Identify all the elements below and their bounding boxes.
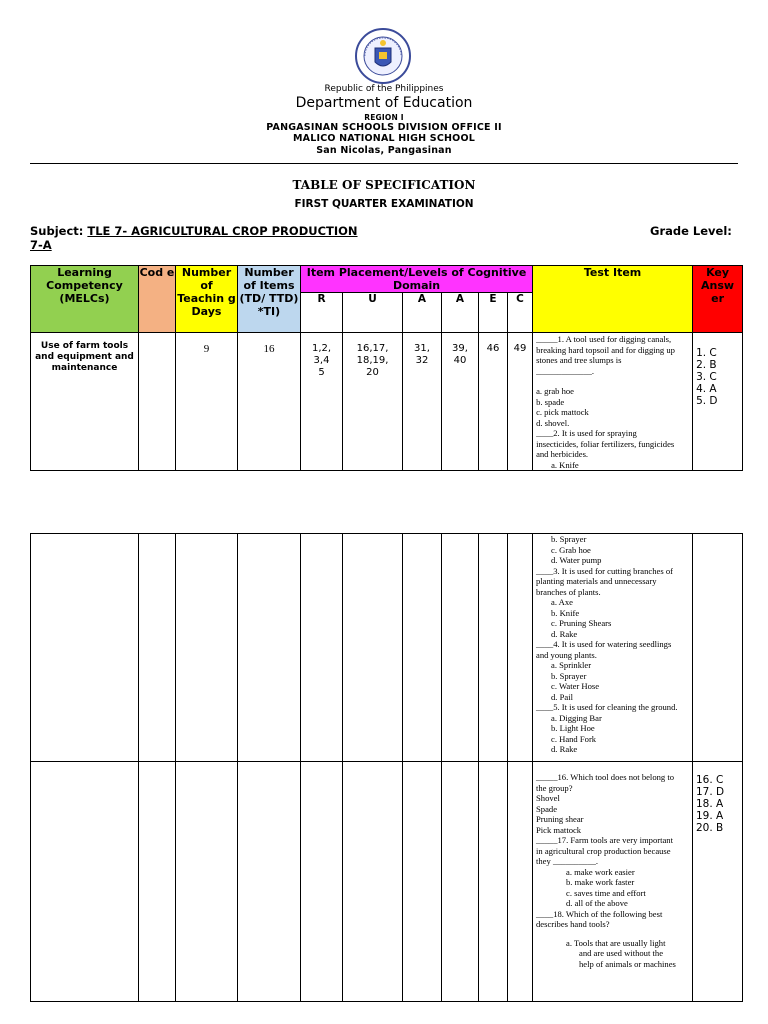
test-item-line: a. Sprinkler xyxy=(551,660,592,670)
level-a1: A xyxy=(403,293,442,333)
header-divider xyxy=(30,163,738,164)
header-number-of-items: Number of Items (TD/ TTD) *TI) xyxy=(238,266,301,333)
answers-cell xyxy=(693,762,743,1002)
test-item-line: c. saves time and effort xyxy=(566,887,646,898)
a1-line: 31, xyxy=(414,343,430,354)
test-item-line: they __________. xyxy=(536,856,599,866)
empty-cell xyxy=(31,534,139,762)
test-item-line: c. pick mattock xyxy=(536,407,589,417)
answer-line: 2. B xyxy=(696,359,717,371)
specification-table-continued xyxy=(30,533,743,1002)
test-item-line: stones and tree slumps is xyxy=(536,355,622,365)
a1-items-cell xyxy=(403,333,442,471)
days-cell: 9 xyxy=(176,333,238,471)
answer-line: 5. D xyxy=(696,395,718,407)
empty-cell xyxy=(238,534,301,762)
test-item-line: b. Knife xyxy=(551,607,580,618)
empty-cell xyxy=(442,534,479,762)
test-item-line: b. Sprayer xyxy=(551,534,587,544)
test-item-line: and herbicides. xyxy=(536,449,589,459)
test-item-line: ____2. It is used for spraying xyxy=(536,428,637,438)
answer-line: 1. C xyxy=(696,347,717,359)
test-item-line: ____18. Which of the following best xyxy=(536,908,663,919)
test-item-line: and are used without the xyxy=(579,948,664,958)
empty-cell xyxy=(301,534,343,762)
test-items-cell xyxy=(533,762,693,1002)
test-item-line: Pruning shear xyxy=(536,814,584,824)
test-item-line: c. Pruning Shears xyxy=(551,618,612,628)
empty-cell xyxy=(479,534,508,762)
test-item-line: b. Light Hoe xyxy=(551,723,595,733)
empty-cell xyxy=(343,534,403,762)
empty-cell xyxy=(693,534,743,762)
test-item-line: b. spade xyxy=(536,396,565,407)
answer-line: 17. D xyxy=(696,786,725,798)
test-item-line: breaking hard topsoil and for digging up xyxy=(536,344,675,355)
subject-label: Subject: xyxy=(30,224,84,238)
test-item-line xyxy=(536,930,690,938)
a2-line: 40 xyxy=(453,355,467,366)
header-item-placement: Item Placement/Levels of Cognitive Domain xyxy=(301,266,533,293)
u-items-cell xyxy=(343,333,403,471)
empty-cell xyxy=(238,762,301,1002)
test-item-line: planting materials and unnecessary xyxy=(536,576,657,586)
a2-line: 39, xyxy=(452,343,468,354)
test-item-line: help of animals or machines xyxy=(579,958,676,969)
empty-cell xyxy=(403,534,442,762)
empty-cell xyxy=(139,762,176,1002)
republic-text: Republic of the Philippines xyxy=(324,84,444,94)
test-item-line: d. all of the above xyxy=(566,898,628,908)
answer-line: 3. C xyxy=(696,371,717,383)
u-line: 18,19, xyxy=(356,355,389,366)
r-line: 3,4 xyxy=(313,355,330,366)
code-cell xyxy=(139,333,176,471)
test-item-line: a. Axe xyxy=(551,597,573,607)
grade-level-value: 7-A xyxy=(30,238,52,252)
test-item-line: branches of plants. xyxy=(536,586,601,597)
test-item-line: c. Water Hose xyxy=(551,681,600,691)
division-text: PANGASINAN SCHOOLS DIVISION OFFICE II xyxy=(266,122,502,133)
test-item-line: in agricultural crop production because xyxy=(536,845,671,856)
test-item-line: Pick mattock xyxy=(536,824,582,835)
level-e: E xyxy=(479,293,508,333)
test-item-line: _____1. A tool used for digging canals, xyxy=(536,334,672,344)
test-items-cell xyxy=(533,333,693,471)
test-item-line: _____17. Farm tools are very important xyxy=(536,835,673,845)
test-item-line: Spade xyxy=(536,803,558,814)
deped-seal-logo xyxy=(355,28,411,84)
header-learning-competency: Learning Competency (MELCs) xyxy=(31,266,139,333)
test-item-line: d. Pail xyxy=(551,691,573,702)
test-item-line: ____3. It is used for cutting branches of xyxy=(536,565,673,576)
school-location: San Nicolas, Pangasinan xyxy=(316,145,452,156)
answer-line: 16. C xyxy=(696,774,724,786)
subject-value: TLE 7- AGRICULTURAL CROP PRODUCTION xyxy=(87,224,358,238)
u-line: 16,17, xyxy=(356,343,389,354)
u-line: 20 xyxy=(366,367,379,378)
subject-line xyxy=(30,224,358,238)
empty-cell xyxy=(479,762,508,1002)
test-item-line: d. Water pump xyxy=(551,555,602,565)
a1-line: 32 xyxy=(415,355,429,366)
answer-line: 20. B xyxy=(696,822,724,834)
test-item-line: ____4. It is used for watering seedlings xyxy=(536,639,672,649)
test-item-line: b. Sprayer xyxy=(551,670,587,681)
test-item-line: a. Knife xyxy=(551,459,579,470)
test-item-line: a. Digging Bar xyxy=(551,712,602,723)
test-item-line: a. make work easier xyxy=(566,866,635,877)
document-subtitle: FIRST QUARTER EXAMINATION xyxy=(294,198,474,210)
test-item-line: d. Rake xyxy=(551,628,578,639)
test-item-line: Shovel xyxy=(536,793,560,803)
test-items-cell xyxy=(533,534,693,762)
answers-cell xyxy=(693,333,743,471)
empty-cell xyxy=(343,762,403,1002)
r-line: 1,2, xyxy=(311,343,332,354)
empty-cell xyxy=(31,762,139,1002)
test-item-line: _____16. Which tool does not belong to xyxy=(536,772,675,782)
empty-cell xyxy=(403,762,442,1002)
document-title: TABLE OF SPECIFICATION xyxy=(292,178,476,192)
test-item-line: insecticides, foliar fertilizers, fungicides xyxy=(536,438,675,449)
level-a2: A xyxy=(442,293,479,333)
c-items-cell: 49 xyxy=(508,333,533,471)
level-u: U xyxy=(343,293,403,333)
test-item-line: a. Tools that are usually light xyxy=(566,937,666,948)
empty-cell xyxy=(442,762,479,1002)
empty-cell xyxy=(508,762,533,1002)
empty-cell xyxy=(301,762,343,1002)
region-text: REGION I xyxy=(364,113,404,122)
test-item-line: b. make work faster xyxy=(566,877,635,887)
answer-line: 18. A xyxy=(696,798,724,810)
test-item-line: ____5. It is used for cleaning the ground. xyxy=(536,702,678,712)
a2-items-cell xyxy=(442,333,479,471)
header-teaching-days: Number of Teachin g Days xyxy=(176,266,238,333)
e-items-cell: 46 xyxy=(479,333,508,471)
competency-cell: Use of farm tools and equipment and maintenance xyxy=(31,333,139,471)
test-item-line: _____________. xyxy=(536,365,595,376)
test-item-line: c. Hand Fork xyxy=(551,733,597,744)
r-line: 5 xyxy=(318,367,325,378)
test-item-line: the group? xyxy=(536,782,573,793)
header-test-item: Test Item xyxy=(533,266,693,333)
level-r: R xyxy=(301,293,343,333)
level-c: C xyxy=(508,293,533,333)
empty-cell xyxy=(176,762,238,1002)
empty-cell xyxy=(508,534,533,762)
header-code: Cod e xyxy=(139,266,176,333)
grade-level-label: Grade Level: xyxy=(650,224,732,238)
school-name: MALICO NATIONAL HIGH SCHOOL xyxy=(293,133,475,144)
items-cell: 16 xyxy=(238,333,301,471)
test-item-line: d. shovel. xyxy=(536,417,570,428)
specification-table xyxy=(30,265,743,471)
test-item-line: describes hand tools? xyxy=(536,919,610,929)
test-item-line: d. Rake xyxy=(551,744,578,754)
answer-line: 4. A xyxy=(696,383,717,395)
test-item-line xyxy=(536,376,690,386)
answer-line: 19. A xyxy=(696,810,724,822)
header-key-answer: Key Answ er xyxy=(693,266,743,333)
test-item-line: and young plants. xyxy=(536,649,597,660)
department-name: Department of Education xyxy=(295,95,473,111)
test-item-line: c. Grab hoe xyxy=(551,544,591,555)
empty-cell xyxy=(139,534,176,762)
r-items-cell xyxy=(301,333,343,471)
test-item-line: a. grab hoe xyxy=(536,386,575,396)
empty-cell xyxy=(176,534,238,762)
